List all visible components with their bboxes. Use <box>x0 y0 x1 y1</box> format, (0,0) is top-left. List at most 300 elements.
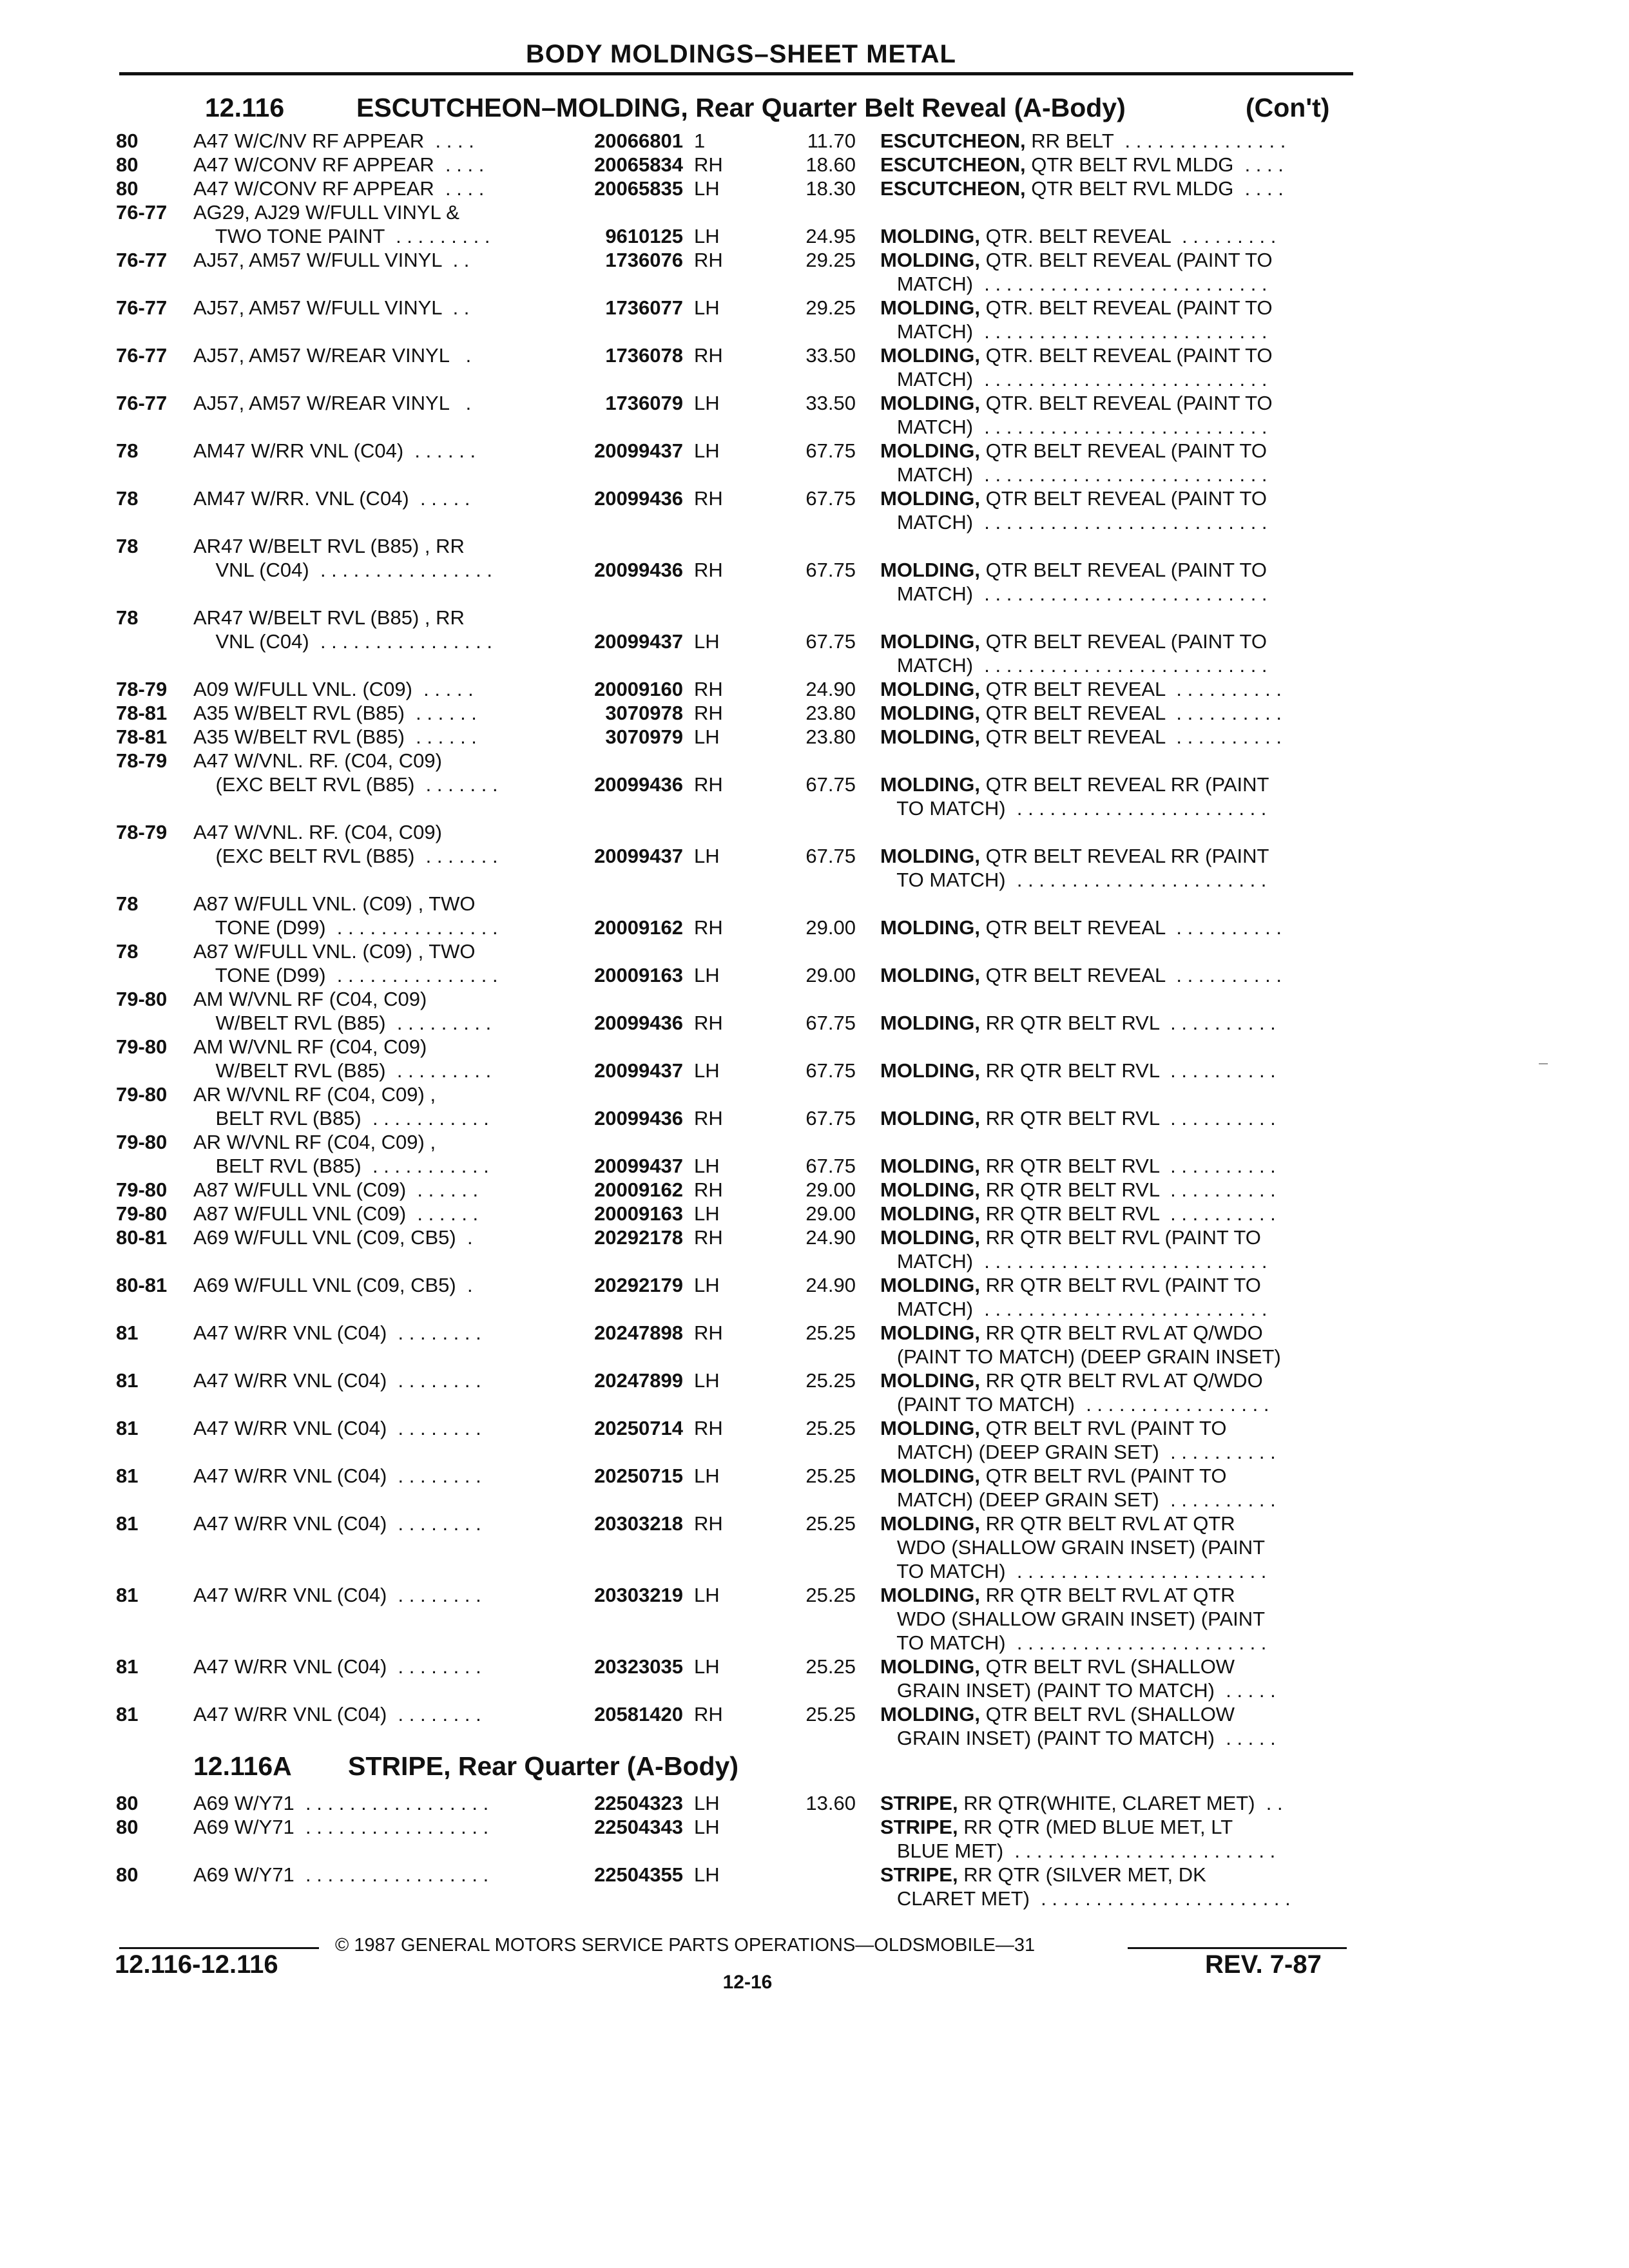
parts-line <box>0 534 1629 559</box>
side: LH <box>694 1369 720 1392</box>
price: 18.60 <box>805 153 856 176</box>
description <box>880 320 1268 344</box>
side: RH <box>694 1178 723 1201</box>
application: AM47 W/RR. VNL (C04) . . . . . <box>193 487 470 510</box>
parts-line <box>0 1815 1629 1840</box>
description <box>880 272 1268 296</box>
description <box>880 1702 1235 1727</box>
model-year: 79-80 <box>116 1083 168 1106</box>
model-year: 78 <box>116 439 139 462</box>
description-text: QTR. BELT REVEAL (PAINT TO <box>980 249 1273 271</box>
description <box>880 1815 1233 1840</box>
model-year: 81 <box>116 1417 139 1439</box>
part-number: 9610125 <box>605 225 683 247</box>
price: 29.00 <box>805 1202 856 1225</box>
parts-line <box>0 1225 1629 1250</box>
price: 67.75 <box>805 559 856 581</box>
parts-line <box>0 415 1629 439</box>
side: RH <box>694 678 723 700</box>
application: AR W/VNL RF (C04, C09) , <box>193 1083 436 1106</box>
description-noun: MOLDING, <box>880 630 980 653</box>
description <box>880 248 1273 273</box>
part-number: 20303219 <box>594 1584 683 1606</box>
description-text: QTR BELT REVEAL . . . . . . . . . . <box>980 726 1282 748</box>
part-number: 20009163 <box>594 964 683 986</box>
description-noun: MOLDING, <box>880 392 980 414</box>
description-text: QTR BELT RVL (SHALLOW <box>980 1655 1235 1678</box>
description <box>880 391 1273 416</box>
model-year: 80 <box>116 1792 139 1814</box>
model-year: 76-77 <box>116 201 168 224</box>
side: RH <box>694 153 723 176</box>
parts-line <box>0 1059 1629 1083</box>
description <box>880 844 1269 869</box>
part-number: 20581420 <box>594 1703 683 1725</box>
price: 29.00 <box>805 1178 856 1201</box>
description <box>880 1863 1206 1887</box>
description-text: RR QTR BELT RVL . . . . . . . . . . <box>980 1012 1276 1034</box>
application: A47 W/RR VNL (C04) . . . . . . . . <box>193 1703 481 1725</box>
application: (EXC BELT RVL (B85) . . . . . . . <box>193 773 498 796</box>
description-noun: MOLDING, <box>880 559 980 581</box>
price: 29.25 <box>805 296 856 319</box>
description-noun: MOLDING, <box>880 1584 980 1606</box>
description <box>880 153 1284 177</box>
application: A47 W/VNL. RF. (C04, C09) <box>193 821 442 843</box>
parts-line <box>0 796 1629 821</box>
price: 25.25 <box>805 1584 856 1606</box>
description-text: QTR BELT REVEAL . . . . . . . . . . <box>980 678 1282 700</box>
model-year: 81 <box>116 1321 139 1344</box>
description-text: RR QTR BELT RVL (PAINT TO <box>980 1226 1261 1249</box>
application: A69 W/Y71 . . . . . . . . . . . . . . . . . <box>193 1816 489 1838</box>
description-text: RR QTR BELT RVL AT Q/WDO <box>980 1369 1263 1392</box>
description-noun: MOLDING, <box>880 916 980 939</box>
parts-line <box>0 558 1629 582</box>
description-text: QTR BELT RVL (PAINT TO <box>980 1465 1227 1487</box>
part-number: 22504343 <box>594 1816 683 1838</box>
description <box>880 1321 1263 1345</box>
description <box>880 963 1282 988</box>
description <box>880 224 1276 249</box>
price: 23.80 <box>805 702 856 724</box>
part-number: 20247898 <box>594 1321 683 1344</box>
model-year: 78-81 <box>116 726 168 748</box>
footer-rule-right <box>1128 1947 1347 1949</box>
parts-line <box>0 1559 1629 1584</box>
application: A47 W/RR VNL (C04) . . . . . . . . <box>193 1584 481 1606</box>
parts-line <box>0 1726 1629 1751</box>
description <box>880 129 1286 153</box>
parts-line <box>0 844 1629 869</box>
description-noun: MOLDING, <box>880 678 980 700</box>
parts-line <box>0 1631 1629 1655</box>
parts-line <box>0 701 1629 726</box>
parts-line <box>0 1321 1629 1345</box>
description-noun: MOLDING, <box>880 1369 980 1392</box>
description-text: RR QTR(WHITE, CLARET MET) . . <box>958 1792 1283 1814</box>
part-number: 20065835 <box>594 177 683 200</box>
description-text: CLARET MET) . . . . . . . . . . . . . . . . . . . . . . . <box>880 1887 1291 1910</box>
model-year: 81 <box>116 1703 139 1725</box>
parts-line <box>0 320 1629 344</box>
description-text: MATCH) . . . . . . . . . . . . . . . . . . . . . . . . . . <box>880 1250 1268 1273</box>
parts-line <box>0 606 1629 630</box>
description-text: TO MATCH) . . . . . . . . . . . . . . . . . . . . . . . <box>880 869 1267 891</box>
parts-line <box>0 963 1629 988</box>
part-number: 3070979 <box>605 726 683 748</box>
description <box>880 463 1268 487</box>
price: 33.50 <box>805 344 856 367</box>
parts-line <box>0 1655 1629 1679</box>
parts-line <box>0 1887 1629 1911</box>
side: RH <box>694 1703 723 1725</box>
parts-line <box>0 1273 1629 1298</box>
part-number: 20099437 <box>594 439 683 462</box>
description-text: TO MATCH) . . . . . . . . . . . . . . . . . . . . . . . <box>880 1560 1267 1582</box>
description-text: QTR BELT REVEAL . . . . . . . . . . <box>980 916 1282 939</box>
description <box>880 1583 1235 1608</box>
side: RH <box>694 1226 723 1249</box>
price: 25.25 <box>805 1417 856 1439</box>
description-text: WDO (SHALLOW GRAIN INSET) (PAINT <box>880 1536 1266 1559</box>
application: W/BELT RVL (B85) . . . . . . . . . <box>193 1059 492 1082</box>
description-text: RR QTR BELT RVL AT QTR <box>980 1512 1235 1535</box>
side: LH <box>694 439 720 462</box>
model-year: 76-77 <box>116 296 168 319</box>
parts-line <box>0 916 1629 940</box>
price: 24.95 <box>805 225 856 247</box>
footer-revision: REV. 7-87 <box>1205 1950 1322 1979</box>
description-text: QTR BELT REVEAL . . . . . . . . . . <box>980 964 1282 986</box>
part-number: 20250715 <box>594 1465 683 1487</box>
description-text: QTR BELT RVL (PAINT TO <box>980 1417 1227 1439</box>
application: A47 W/CONV RF APPEAR . . . . <box>193 177 485 200</box>
description-noun: STRIPE, <box>880 1863 958 1886</box>
description-noun: MOLDING, <box>880 1655 980 1678</box>
part-number: 20099437 <box>594 1155 683 1177</box>
description <box>880 1512 1235 1536</box>
part-number: 20099436 <box>594 559 683 581</box>
model-year: 80 <box>116 1816 139 1838</box>
price: 67.75 <box>805 1155 856 1177</box>
part-number: 22504323 <box>594 1792 683 1814</box>
description-noun: MOLDING, <box>880 1274 980 1296</box>
model-year: 76-77 <box>116 392 168 414</box>
description-text: (PAINT TO MATCH) (DEEP GRAIN INSET) <box>880 1345 1281 1368</box>
model-year: 80 <box>116 153 139 176</box>
description <box>880 1726 1276 1751</box>
price: 25.25 <box>805 1465 856 1487</box>
part-number: 20247899 <box>594 1369 683 1392</box>
parts-line <box>0 129 1629 153</box>
description-noun: MOLDING, <box>880 1107 980 1129</box>
part-number: 20009163 <box>594 1202 683 1225</box>
description <box>880 582 1268 606</box>
description-text: QTR BELT RVL MLDG . . . . <box>1025 177 1284 200</box>
description-noun: STRIPE, <box>880 1816 958 1838</box>
application: AJ57, AM57 W/REAR VINYL . <box>193 392 472 414</box>
parts-line <box>0 1178 1629 1202</box>
model-year: 76-77 <box>116 249 168 271</box>
description <box>880 1202 1276 1226</box>
parts-line <box>0 1464 1629 1488</box>
application: A47 W/RR VNL (C04) . . . . . . . . <box>193 1417 481 1439</box>
description <box>880 629 1267 654</box>
description-noun: MOLDING, <box>880 1226 980 1249</box>
price: 25.25 <box>805 1703 856 1725</box>
description-text: RR QTR BELT RVL AT Q/WDO <box>980 1321 1263 1344</box>
description-text: GRAIN INSET) (PAINT TO MATCH) . . . . . <box>880 1727 1276 1749</box>
parts-line <box>0 296 1629 320</box>
description-text: RR QTR BELT RVL . . . . . . . . . . <box>980 1202 1276 1225</box>
description-text: MATCH) . . . . . . . . . . . . . . . . . . . . . . . . . . <box>880 511 1268 533</box>
model-year: 78 <box>116 487 139 510</box>
application: AJ57, AM57 W/FULL VINYL . . <box>193 296 470 319</box>
parts-line <box>0 153 1629 177</box>
description <box>880 1392 1269 1417</box>
section-number: 12.116 <box>205 93 285 122</box>
part-number: 22504355 <box>594 1863 683 1886</box>
parts-line <box>0 653 1629 678</box>
model-year: 80 <box>116 1863 139 1886</box>
side: RH <box>694 559 723 581</box>
part-number: 20292178 <box>594 1226 683 1249</box>
description-noun: MOLDING, <box>880 1465 980 1487</box>
parts-line <box>0 200 1629 225</box>
description-text: QTR BELT REVEAL (PAINT TO <box>980 439 1268 462</box>
price: 25.25 <box>805 1512 856 1535</box>
price: 24.90 <box>805 1226 856 1249</box>
description <box>880 1678 1276 1703</box>
part-number: 1736078 <box>605 344 683 367</box>
application: BELT RVL (B85) . . . . . . . . . . . <box>193 1155 489 1177</box>
description <box>880 916 1282 940</box>
description <box>880 1488 1276 1512</box>
description-text: QTR. BELT REVEAL (PAINT TO <box>980 344 1273 367</box>
parts-line <box>0 1345 1629 1369</box>
parts-line <box>0 1154 1629 1178</box>
description-text: QTR BELT REVEAL . . . . . . . . . . <box>980 702 1282 724</box>
description <box>880 1249 1268 1274</box>
model-year: 80 <box>116 177 139 200</box>
description-text: MATCH) (DEEP GRAIN SET) . . . . . . . . . . <box>880 1441 1276 1463</box>
description <box>880 486 1267 511</box>
description <box>880 1273 1261 1298</box>
description-noun: MOLDING, <box>880 1155 980 1177</box>
description <box>880 1106 1276 1131</box>
parts-line <box>0 1488 1629 1512</box>
part-number: 3070978 <box>605 702 683 724</box>
description-noun: MOLDING, <box>880 845 980 867</box>
description <box>880 1154 1276 1178</box>
description-text: QTR. BELT REVEAL (PAINT TO <box>980 296 1273 319</box>
description <box>880 1839 1275 1863</box>
description <box>880 296 1273 320</box>
parts-line <box>0 510 1629 535</box>
parts-line <box>0 725 1629 749</box>
description <box>880 1059 1276 1083</box>
model-year: 81 <box>116 1512 139 1535</box>
parts-line <box>0 1035 1629 1059</box>
part-number: 20066801 <box>594 130 683 152</box>
price: 33.50 <box>805 392 856 414</box>
description-noun: MOLDING, <box>880 1417 980 1439</box>
description <box>880 868 1266 892</box>
section-header <box>193 1751 738 1782</box>
application: A47 W/CONV RF APPEAR . . . . <box>193 153 485 176</box>
price: 23.80 <box>805 726 856 748</box>
side: LH <box>694 964 720 986</box>
parts-line <box>0 439 1629 463</box>
price: 29.00 <box>805 916 856 939</box>
description-text: QTR BELT REVEAL RR (PAINT <box>980 773 1269 796</box>
application: AM47 W/RR VNL (C04) . . . . . . <box>193 439 476 462</box>
part-number: 20099436 <box>594 773 683 796</box>
application: A69 W/FULL VNL (C09, CB5) . <box>193 1226 473 1249</box>
description <box>880 701 1282 726</box>
application: AR W/VNL RF (C04, C09) , <box>193 1131 436 1153</box>
side: LH <box>694 1584 720 1606</box>
parts-line <box>0 820 1629 845</box>
side: LH <box>694 1155 720 1177</box>
parts-line <box>0 1011 1629 1035</box>
description-text: QTR. BELT REVEAL . . . . . . . . . <box>980 225 1277 247</box>
parts-line <box>0 1702 1629 1727</box>
description <box>880 796 1266 821</box>
model-year: 79-80 <box>116 1178 168 1201</box>
description <box>880 415 1268 439</box>
application: A47 W/C/NV RF APPEAR . . . . <box>193 130 474 152</box>
part-number: 20099436 <box>594 1107 683 1129</box>
price: 67.75 <box>805 773 856 796</box>
application: BELT RVL (B85) . . . . . . . . . . . <box>193 1107 489 1129</box>
side: RH <box>694 1512 723 1535</box>
model-year: 79-80 <box>116 1131 168 1153</box>
description-noun: MOLDING, <box>880 702 980 724</box>
section-header <box>205 93 1330 123</box>
description <box>880 1631 1266 1655</box>
parts-line <box>0 177 1629 201</box>
application: A69 W/FULL VNL (C09, CB5) . <box>193 1274 473 1296</box>
description-text: RR QTR BELT RVL . . . . . . . . . . <box>980 1059 1276 1082</box>
description-noun: MOLDING, <box>880 1059 980 1082</box>
application: AG29, AJ29 W/FULL VINYL & <box>193 201 459 224</box>
part-number: 20099436 <box>594 1012 683 1034</box>
description-text: QTR BELT RVL MLDG . . . . <box>1025 153 1284 176</box>
description-noun: ESCUTCHEON, <box>880 130 1026 152</box>
scan-speck <box>1539 1063 1548 1064</box>
price: 67.75 <box>805 1059 856 1082</box>
description-text: RR QTR BELT RVL AT QTR <box>980 1584 1235 1606</box>
description <box>880 1887 1291 1911</box>
part-number: 20099437 <box>594 630 683 653</box>
price: 29.25 <box>805 249 856 271</box>
application: A35 W/BELT RVL (B85) . . . . . . <box>193 702 477 724</box>
side: RH <box>694 1107 723 1129</box>
description-text: QTR BELT REVEAL RR (PAINT <box>980 845 1269 867</box>
side: RH <box>694 916 723 939</box>
part-number: 20099436 <box>594 487 683 510</box>
application: A69 W/Y71 . . . . . . . . . . . . . . . . . <box>193 1792 489 1814</box>
parts-line <box>0 677 1629 702</box>
parts-line <box>0 1791 1629 1816</box>
part-number: 1736076 <box>605 249 683 271</box>
application: AR47 W/BELT RVL (B85) , RR <box>193 606 465 629</box>
title-rule <box>119 72 1353 75</box>
section-number: 12.116A <box>193 1751 292 1781</box>
model-year: 78-79 <box>116 821 168 843</box>
application: A87 W/FULL VNL (C09) . . . . . . <box>193 1178 479 1201</box>
part-number: 1736079 <box>605 392 683 414</box>
description-noun: MOLDING, <box>880 964 980 986</box>
parts-line <box>0 1839 1629 1863</box>
description-text: RR BELT . . . . . . . . . . . . . . . <box>1025 130 1286 152</box>
model-year: 80-81 <box>116 1226 168 1249</box>
part-number: 20009160 <box>594 678 683 700</box>
description-noun: MOLDING, <box>880 1202 980 1225</box>
price: 25.25 <box>805 1655 856 1678</box>
parts-line <box>0 939 1629 964</box>
description <box>880 439 1267 463</box>
price: 18.30 <box>805 177 856 200</box>
description <box>880 773 1269 797</box>
description-text: MATCH) . . . . . . . . . . . . . . . . . . . . . . . . . . <box>880 273 1268 295</box>
parts-line <box>0 987 1629 1012</box>
description-noun: ESCUTCHEON, <box>880 153 1026 176</box>
parts-line <box>0 367 1629 392</box>
model-year: 80 <box>116 130 139 152</box>
application: AR47 W/BELT RVL (B85) , RR <box>193 535 465 557</box>
parts-line <box>0 629 1629 654</box>
side: RH <box>694 249 723 271</box>
price: 67.75 <box>805 487 856 510</box>
description <box>880 1011 1276 1035</box>
price: 24.90 <box>805 1274 856 1296</box>
application: A09 W/FULL VNL. (C09) . . . . . <box>193 678 474 700</box>
description-text: RR QTR BELT RVL . . . . . . . . . . <box>980 1107 1276 1129</box>
application: AM W/VNL RF (C04, C09) <box>193 988 427 1010</box>
side: RH <box>694 773 723 796</box>
description-text: MATCH) . . . . . . . . . . . . . . . . . . . . . . . . . . <box>880 463 1268 486</box>
description-text: (PAINT TO MATCH) . . . . . . . . . . . . . . . . . <box>880 1393 1269 1416</box>
footer-rule-left <box>119 1947 319 1949</box>
part-number: 20099437 <box>594 845 683 867</box>
section-title: STRIPE, Rear Quarter (A-Body) <box>348 1751 738 1781</box>
description-noun: MOLDING, <box>880 296 980 319</box>
side: LH <box>694 1465 720 1487</box>
description <box>880 1178 1276 1202</box>
description <box>880 367 1268 392</box>
parts-line <box>0 1607 1629 1631</box>
description-noun: MOLDING, <box>880 1512 980 1535</box>
application: A69 W/Y71 . . . . . . . . . . . . . . . . . <box>193 1863 489 1886</box>
description-text: MATCH) . . . . . . . . . . . . . . . . . . . . . . . . . . <box>880 320 1268 343</box>
part-number: 20303218 <box>594 1512 683 1535</box>
description <box>880 1535 1265 1560</box>
footer-page-number: 12-16 <box>722 1972 773 1993</box>
description-text: GRAIN INSET) (PAINT TO MATCH) . . . . . <box>880 1679 1276 1702</box>
side: LH <box>694 177 720 200</box>
application: A87 W/FULL VNL. (C09) , TWO <box>193 892 476 915</box>
application: A47 W/RR VNL (C04) . . . . . . . . <box>193 1512 481 1535</box>
side: LH <box>694 1274 720 1296</box>
parts-line <box>0 1202 1629 1226</box>
description-noun: MOLDING, <box>880 726 980 748</box>
description <box>880 1345 1281 1369</box>
description-noun: MOLDING, <box>880 773 980 796</box>
side: 1 <box>694 130 706 152</box>
